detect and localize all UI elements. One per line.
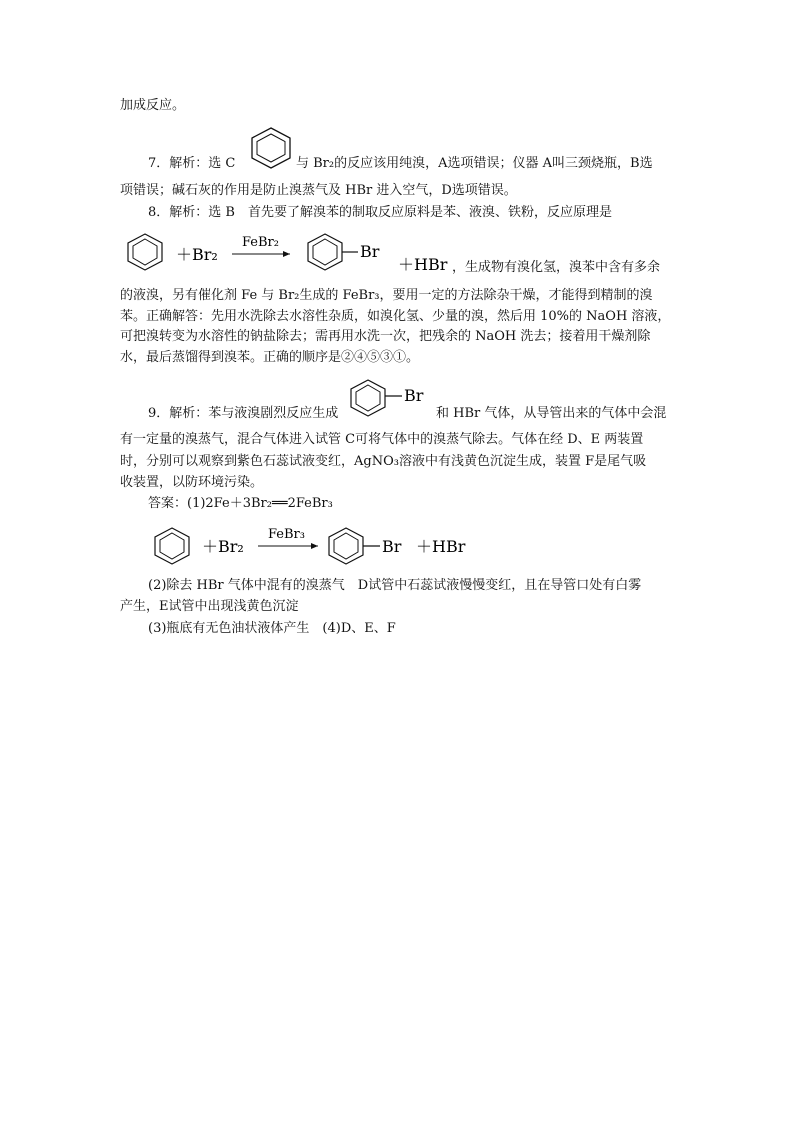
benzene-inner-ring: [334, 533, 358, 559]
eq1-plus-br2: ＋Br₂: [176, 245, 218, 264]
q7-text-cont: 与 Br₂的反应该用纯溴，A选项错误；仪器 A叫三颈烧瓶，B选: [296, 156, 653, 171]
text-line: 可把溴转变为水溶性的钠盐除去；需再用水洗一次，把残余的 NaOH 洗去；接着用干燥剂除: [120, 329, 651, 344]
eq1-plus-hbr: ＋HBr: [398, 255, 448, 274]
benzene-inner-ring: [313, 239, 337, 265]
bromobenzene-br: Br: [404, 386, 424, 405]
benzene-inner-ring: [160, 533, 184, 559]
benzene-ring-icon: [248, 126, 294, 170]
text-line: 有一定量的溴蒸气，混合气体进入试管 C可将气体中的溴蒸气除去。气体在经 D、E 两装置: [120, 432, 644, 447]
text-line: 项错误；碱石灰的作用是防止溴蒸气及 HBr 进入空气，D选项错误。: [120, 183, 517, 198]
reaction-equation-1: [120, 226, 460, 278]
bromobenzene-structure: [346, 376, 436, 420]
answer-line: 产生，E试管中出现浅黄色沉淀: [120, 599, 299, 614]
answer-line: (3)瓶底有无色油状液体产生 (4)D、E、F: [148, 621, 396, 636]
eq2-plus-br2: ＋Br₂: [202, 537, 244, 556]
q9-text-cont: 和 HBr 气体，从导管出来的气体中会混: [436, 406, 667, 421]
text-line: 水，最后蒸馏得到溴苯。正确的顺序是②④⑤③①。: [120, 350, 420, 365]
q8-text-cont: ，生成物有溴化氢，溴苯中含有多余: [452, 260, 661, 275]
eq2-plus-hbr: ＋HBr: [416, 537, 466, 556]
eq1-catalyst: FeBr₂: [242, 235, 279, 250]
eq2-catalyst: FeBr₃: [268, 527, 305, 542]
text-line: 时，分别可以观察到紫色石蕊试液变红，AgNO₃溶液中有浅黄色沉淀生成，装置 F是尾气吸: [120, 454, 647, 469]
q7-text-start: 7．解析：选 C: [148, 156, 236, 171]
text-line: 收装置，以防环境污染。: [120, 475, 264, 490]
text-line: 加成反应。: [120, 98, 186, 113]
q8-text-start: 8．解析：选 B 首先要了解溴苯的制取反应原料是苯、液溴、铁粉，反应原理是: [148, 205, 612, 220]
benzene-inner-ring: [133, 239, 157, 265]
q9-text-start: 9．解析：苯与液溴剧烈反应生成: [148, 406, 339, 421]
text-line: 苯。正确解答：先用水洗除去水溶性杂质，如溴化氢、少量的溴，然后用 10%的 NaOH 溶液，: [120, 309, 671, 324]
eq2-br: Br: [382, 537, 402, 556]
eq1-br: Br: [360, 242, 380, 261]
benzene-inner-ring: [356, 385, 380, 411]
reaction-equation-2: [148, 520, 488, 572]
arrow-head-icon: [311, 543, 318, 549]
text-line: 的液溴，另有催化剂 Fe 与 Br₂生成的 FeBr₃，要用一定的方法除杂干燥，才能得到精制的溴: [120, 288, 653, 303]
arrow-head-icon: [283, 251, 290, 257]
answer-line: 答案：(1)2Fe＋3Br₂══2FeBr₃: [148, 496, 333, 511]
answer-line: (2)除去 HBr 气体中混有的溴蒸气 D试管中石蕊试液慢慢变红，且在导管口处有白雾: [148, 578, 642, 593]
